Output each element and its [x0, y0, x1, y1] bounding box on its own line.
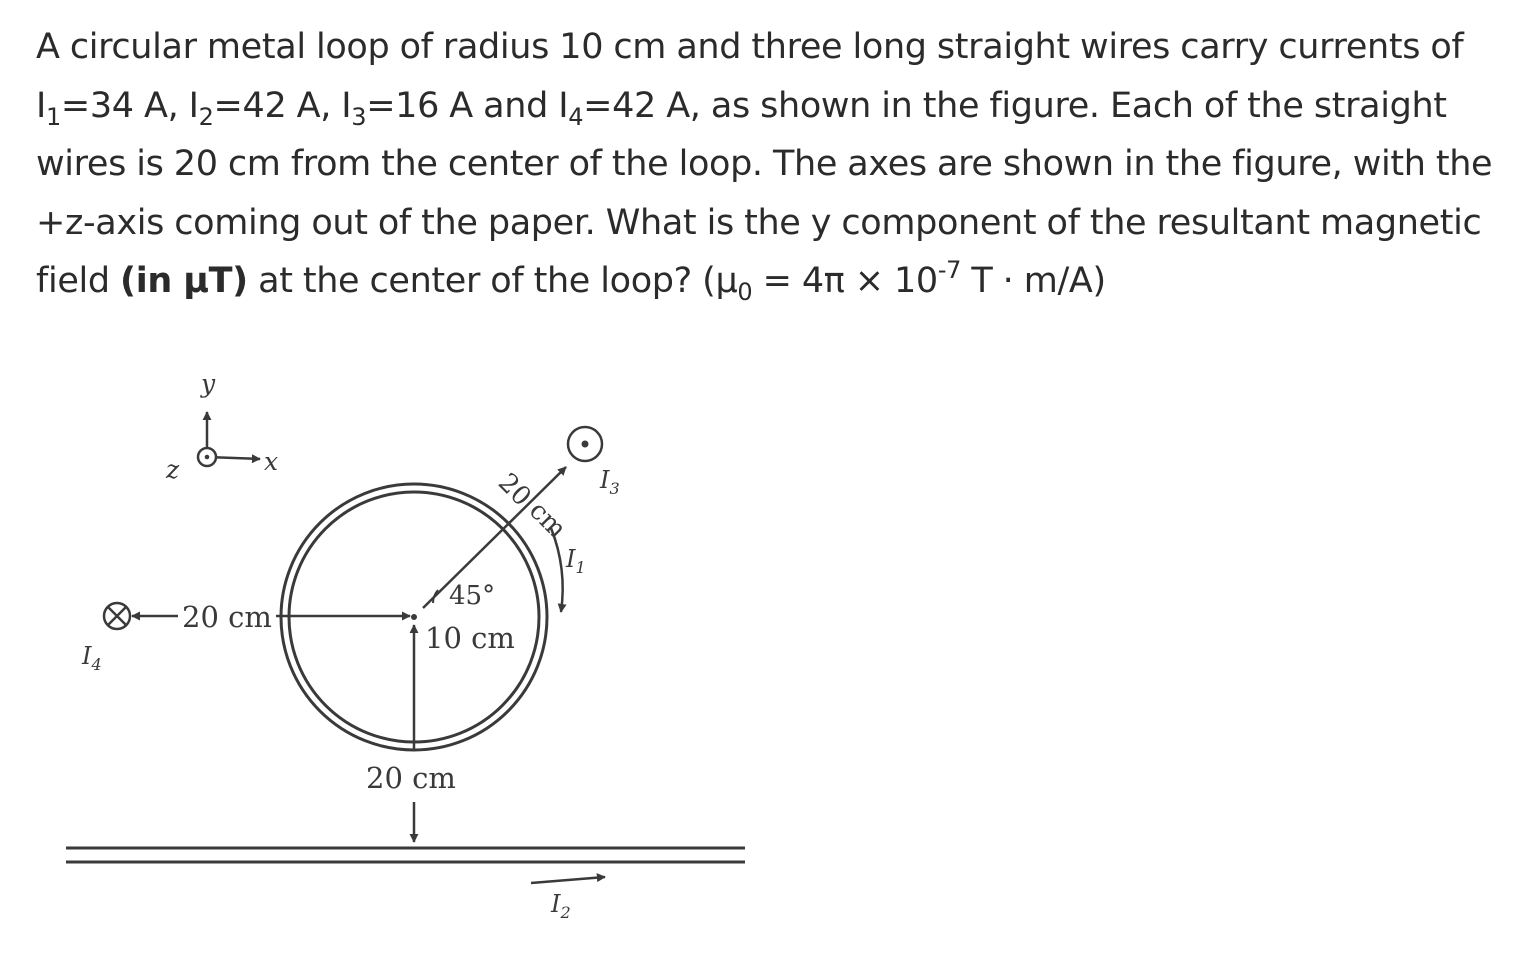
dist-I2-label: 20 cm [366, 761, 456, 795]
label-I1: $I_1$ [566, 545, 586, 577]
axis-label-x: x [264, 447, 279, 476]
constant-exponent: -7 [937, 256, 962, 284]
current-value-1: =34 A, [60, 85, 189, 126]
current-subscript: 4 [568, 102, 584, 131]
current-value-2: =42 A, [213, 85, 342, 126]
question-text-segment: at the center of the loop? (μ [247, 261, 738, 301]
dist-I3-number: 20 [492, 467, 537, 513]
constant-expression: = 4π × 10 [752, 261, 938, 301]
axes-indicator [165, 369, 278, 484]
radius-label: 10 cm [425, 621, 515, 655]
label-I2: $I_2$ [551, 890, 571, 922]
current-subscript: 1 [45, 102, 61, 131]
axis-label-y: y [201, 369, 216, 398]
z-axis-dot [205, 455, 210, 460]
current-symbol: I [36, 85, 46, 126]
question-line-1: A circular metal loop of radius 10 cm and three long straight wires carry currents of [36, 27, 1464, 67]
current-symbol: I [558, 85, 569, 126]
constant-units: T · m/A) [961, 261, 1106, 301]
wire-I2 [66, 848, 745, 922]
mu-subscript: 0 [737, 278, 753, 306]
question-line-3: wires is 20 cm from the center of the loop. The axes are shown in the figure, with the [36, 144, 1493, 184]
wire-I4 [81, 600, 410, 674]
label-I4: $I_4$ [82, 642, 102, 674]
axis-label-z: z [166, 455, 180, 484]
question-text-segment: field [36, 261, 121, 301]
current-symbol: I [188, 85, 199, 126]
wire-I3 [423, 427, 620, 611]
loop-center [411, 614, 417, 620]
dist-I3-unit: cm [523, 495, 572, 545]
current-symbol: I [341, 85, 352, 126]
current-subscript: 3 [351, 102, 367, 131]
label-I3: $I_3$ [600, 466, 620, 498]
current-value-3: =16 A and [366, 85, 559, 126]
current-subscript: 2 [198, 102, 214, 131]
current-I2-arrow [531, 877, 605, 883]
unit-emphasis: (in μT) [120, 261, 248, 301]
angle-label: 45° [449, 581, 496, 611]
dist-I4-label: 20 cm [182, 600, 272, 634]
question-line-4: +z-axis coming out of the paper. What is the y component of the resultant magnetic [36, 202, 1482, 243]
current-value-4: =42 A, as shown in the figure. Each of the straight [583, 85, 1447, 126]
